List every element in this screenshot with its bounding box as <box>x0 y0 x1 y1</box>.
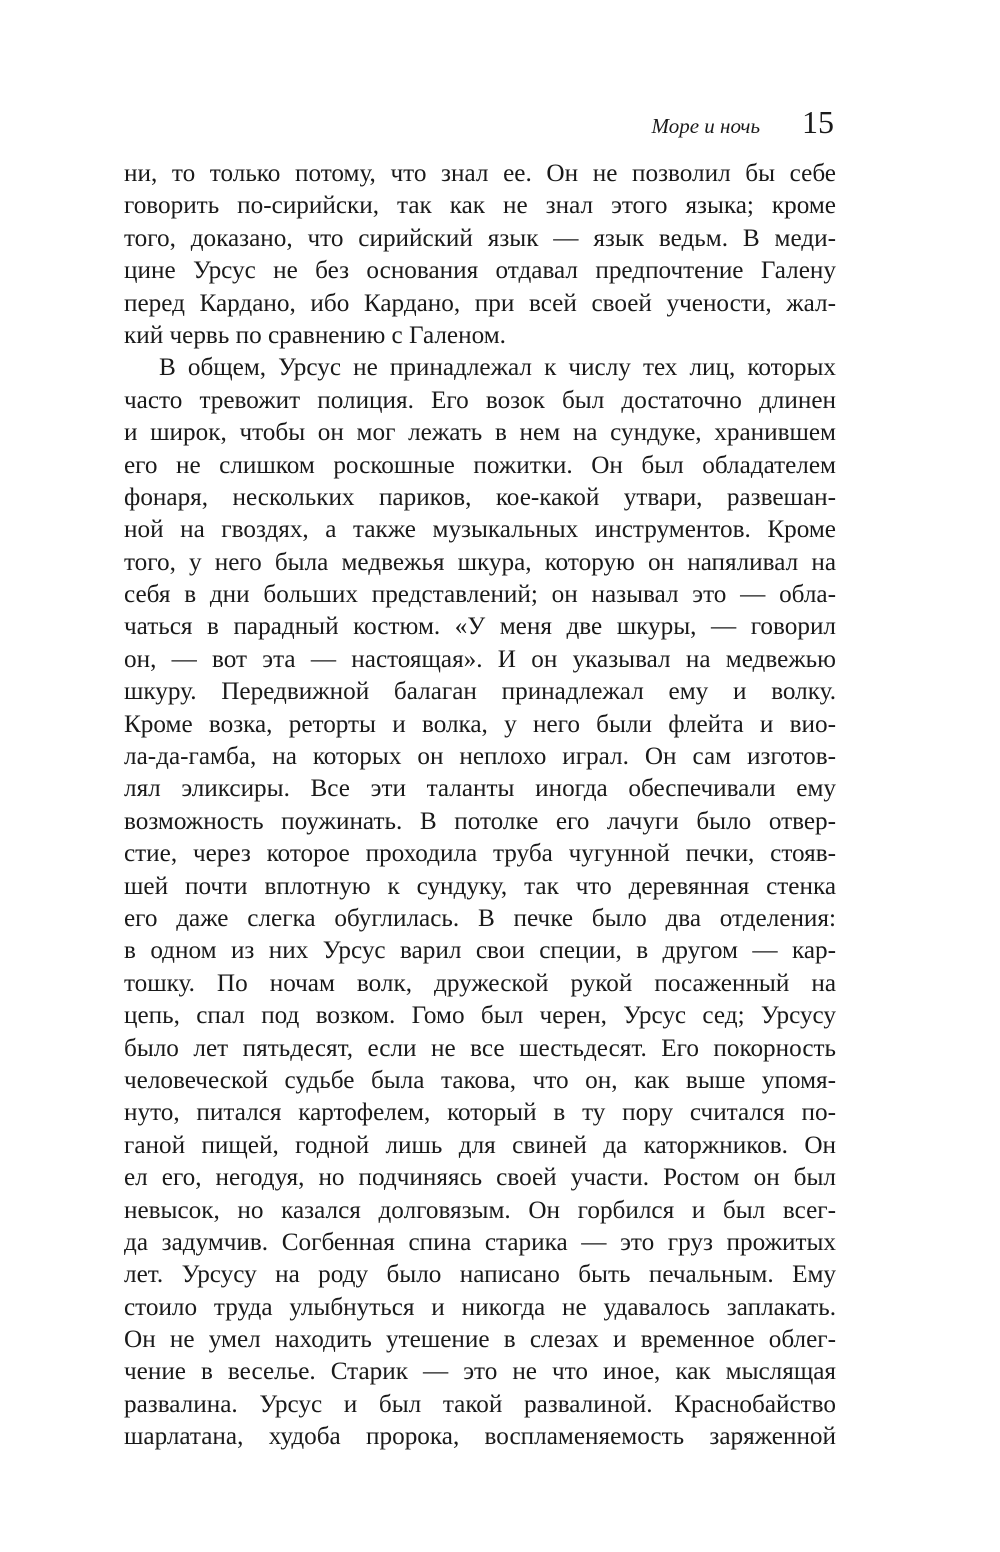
text-line: Кроме возка, реторты и волка, у него были флейта и вио- <box>124 710 836 738</box>
text-line: фонаря, нескольких париков, кое-какой утвари, развешан- <box>124 483 836 511</box>
text-line: тошку. По ночам волк, дружеской рукой посаженный на <box>124 969 836 997</box>
text-line: человеческой судьбе была такова, что он, как выше упомя- <box>124 1066 836 1094</box>
text-line: и широк, чтобы он мог лежать в нем на сундуке, хранившем <box>124 419 836 447</box>
page-number: 15 <box>802 104 834 140</box>
text-line: в одном из них Урсус варил свои специи, в другом — кар- <box>124 937 836 965</box>
text-line: себя в дни больших представлений; он называл это — обла- <box>124 581 836 609</box>
text-line: ной на гвоздях, а также музыкальных инструментов. Кроме <box>124 516 836 544</box>
text-line: развалина. Урсус и был такой развалиной. Краснобайство <box>124 1390 836 1418</box>
text-line: шарлатана, худоба пророка, воспламеняемость заряженной <box>124 1423 836 1451</box>
text-line: чение в веселье. Старик — это не что иное, как мыслящая <box>124 1358 836 1386</box>
text-line: ел его, негодуя, но подчиняясь своей участи. Ростом он был <box>124 1164 836 1192</box>
text-line: того, доказано, что сирийский язык — язык ведьм. В меди- <box>124 224 836 252</box>
text-line: стие, через которое проходила труба чугунной печки, стояв- <box>124 840 836 868</box>
text-line: ганой пищей, годной лишь для свиней да каторжников. Он <box>124 1131 836 1159</box>
text-line: его даже слегка обуглилась. В печке было два отделения: <box>124 904 836 932</box>
text-line: да задумчив. Согбенная спина старика — это груз прожитых <box>124 1228 836 1256</box>
text-line: говорить по-сирийски, так как не знал этого языка; кроме <box>124 192 836 220</box>
paragraph <box>124 158 836 352</box>
text-line: шей почти вплотную к сундуку, так что деревянная стенка <box>124 872 836 900</box>
text-line: Он не умел находить утешение в слезах и временное облег- <box>124 1326 836 1354</box>
text-line: ни, то только потому, что знал ее. Он не позволил бы себе <box>124 160 836 187</box>
text-line: часто тревожит полиция. Его возок был достаточно длинен <box>124 386 836 414</box>
text-line: стоило труда улыбнуться и никогда не удавалось заплакать. <box>124 1293 836 1321</box>
text-line: его не слишком роскошные пожитки. Он был обладателем <box>124 451 836 479</box>
text-line: он, — вот эта — настоящая». И он указывал на медвежью <box>124 645 836 673</box>
text-line: В общем, Урсус не принадлежал к числу тех лиц, которых <box>159 354 836 382</box>
paragraph <box>124 352 836 1453</box>
text-line: невысок, но казался долговязым. Он горбился и был всег- <box>124 1196 836 1224</box>
text-line: шкуру. Передвижной балаган принадлежал ему и волку. <box>124 678 836 706</box>
running-header <box>124 104 836 144</box>
text-line: было лет пятьдесят, если не все шестьдесят. Его покорность <box>124 1034 836 1062</box>
text-line: цине Урсус не без основания отдавал предпочтение Галену <box>124 257 836 285</box>
text-line: лет. Урсусу на роду было написано быть печальным. Ему <box>124 1261 836 1289</box>
text-line: ла-да-гамба, на которых он неплохо играл. Он сам изготов- <box>124 743 836 771</box>
running-title: Море и ночь <box>651 114 760 138</box>
text-line: перед Кардано, ибо Кардано, при всей своей учености, жал- <box>124 289 836 317</box>
text-line: того, у него была медвежья шкура, которую он напяливал на <box>124 548 836 576</box>
text-line: лял эликсиры. Все эти таланты иногда обеспечивали ему <box>124 775 836 803</box>
text-line: кий червь по сравнению с Галеном. <box>124 321 506 349</box>
text-line: нуто, питался картофелем, который в ту пору считался по- <box>124 1099 836 1127</box>
text-line: возможность поужинать. В потолке его лачуги было отвер- <box>124 807 836 835</box>
text-line: чаться в парадный костюм. «У меня две шкуры, — говорил <box>124 613 836 641</box>
text-line: цепь, спал под возком. Гомо был черен, Урсус сед; Урсусу <box>124 1002 836 1030</box>
body-text <box>124 158 836 1454</box>
